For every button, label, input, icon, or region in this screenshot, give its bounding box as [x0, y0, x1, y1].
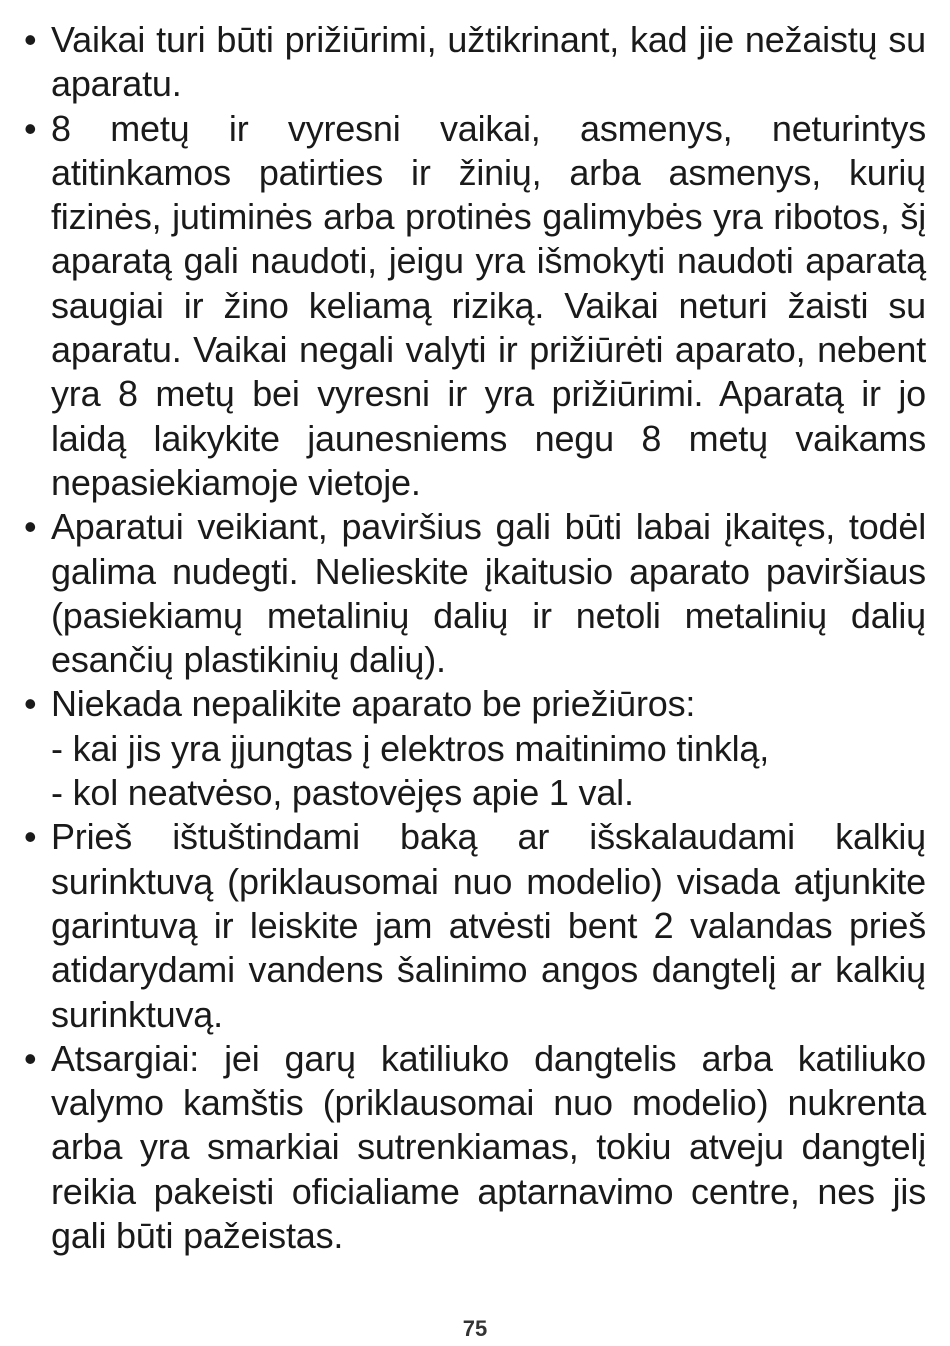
- list-item-text: Prieš ištuštindami baką ar išskalaudami kalkių surinktuvą (priklausomai nuo modelio) visada atjunkite garintuvą ir leiskite jam atvėsti bent 2 valandas prieš atidarydami vandens šalinimo angos dangtelį ar kalkių surinktuvą.: [51, 816, 926, 1035]
- list-item: [24, 505, 926, 682]
- list-item-text: 8 metų ir vyresni vaikai, asmenys, neturintys atitinkamos patirties ir žinių, arba asmenys, kurių fizinės, jutiminės arba protinės galimybės yra ribotos, šį aparatą gali naudoti, jeigu yra išmokyti naudoti aparatą saugiai ir žino keliamą riziką. Vaikai neturi žaisti su aparatu. Vaikai negali valyti ir prižiūrėti aparato, nebent yra 8 metų bei vyresni ir yra prižiūrimi. Aparatą ir jo laidą laikykite jaunesniems negu 8 metų vaikams nepasiekiamoje vietoje.: [51, 107, 926, 503]
- list-item-text: Atsargiai: jei garų katiliuko dangtelis arba katiliuko valymo kamštis (priklausomai nuo modelio) nukrenta arba yra smarkiai sutrenkiamas, tokiu atveju dangtelį reikia pakeisti oficialiame aptarnavimo centre, nes jis gali būti pažeistas.: [51, 1037, 926, 1257]
- sub-item-text: - kol neatvėso, pastovėjęs apie 1 val.: [51, 772, 634, 814]
- bullet-icon: •: [24, 107, 37, 149]
- safety-instructions-list: [24, 18, 926, 1258]
- bullet-icon: •: [24, 1037, 37, 1079]
- list-item: [24, 107, 926, 506]
- list-item-text: Niekada nepalikite aparato be priežiūros:: [51, 683, 696, 725]
- sub-item-text: - kai jis yra įjungtas į elektros maitinimo tinklą,: [51, 727, 770, 769]
- list-item: [24, 815, 926, 1036]
- list-item: [24, 18, 926, 107]
- bullet-icon: •: [24, 816, 37, 858]
- list-item: [24, 682, 926, 815]
- bullet-icon: •: [24, 683, 37, 725]
- list-item: [24, 1037, 926, 1258]
- page-number: 75: [462, 1316, 488, 1341]
- bullet-icon: •: [24, 19, 37, 60]
- list-item-text: Aparatui veikiant, paviršius gali būti labai įkaitęs, todėl galima nudegti. Nelieskite įkaitusio aparato paviršiaus (pasiekiamų metalinių dalių ir netoli metalinių dalių esančių plastikinių dalių).: [51, 506, 926, 681]
- bullet-icon: •: [24, 506, 37, 548]
- list-item-text: Vaikai turi būti prižiūrimi, užtikrinant, kad jie nežaistų su aparatu.: [51, 19, 926, 105]
